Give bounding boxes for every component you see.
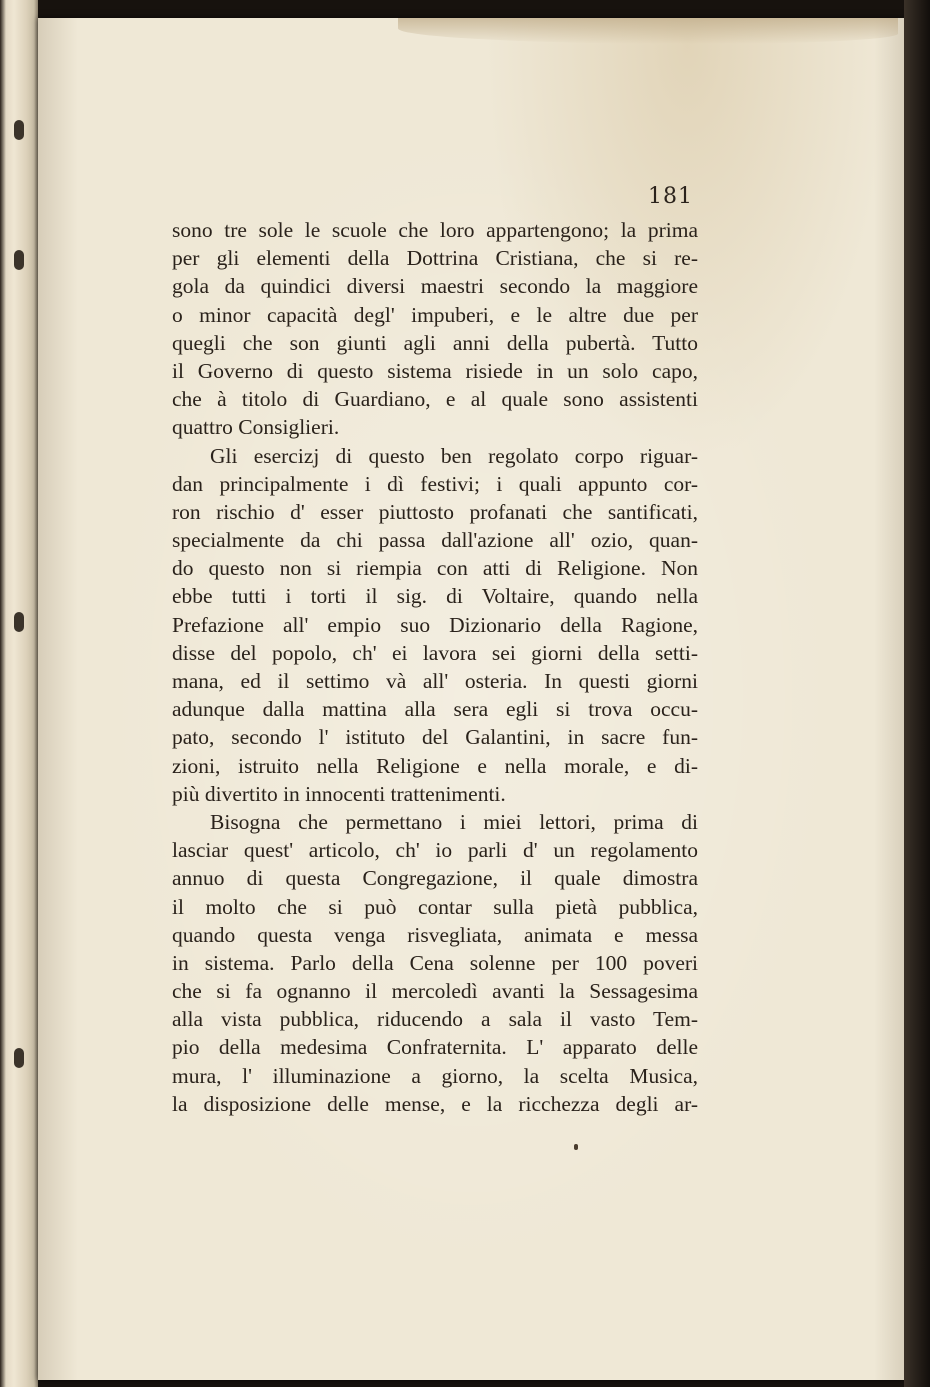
text-line: per gli elementi della Dottrina Cristiana, che si re- (172, 246, 698, 271)
body-text (172, 216, 698, 1118)
text-line: quando questa venga risvegliata, animata e messa (172, 922, 698, 947)
text-line: pio della medesima Confraternita. L' apparato delle (172, 1035, 698, 1060)
text-line: mura, l' illuminazione a giorno, la scelta Musica, (172, 1063, 698, 1088)
text-line: Prefazione all' empio suo Dizionario della Ragione, (172, 612, 698, 637)
text-line: in sistema. Parlo della Cena solenne per 100 poveri (172, 950, 698, 975)
text-line: il Governo di questo sistema risiede in un solo capo, (172, 358, 698, 383)
text-line: Gli esercizj di questo ben regolato corpo riguar- (210, 443, 698, 468)
text-line: che si fa ognanno il mercoledì avanti la Sessagesima (172, 979, 698, 1004)
text-line: il molto che si può contar sulla pietà pubblica, (172, 894, 698, 919)
text-line: la disposizione delle mense, e la ricchezza degli ar- (172, 1091, 698, 1116)
binding-edge (0, 0, 38, 1387)
text-line: che à titolo di Guardiano, e al quale sono assistenti (172, 387, 698, 412)
text-line: mana, ed il settimo và all' osteria. In questi giorni (172, 669, 698, 693)
text-line: più divertito in innocenti trattenimenti. (172, 781, 506, 806)
text-line: lasciar quest' articolo, ch' io parli d' un regolamento (172, 838, 698, 863)
text-line: alla vista pubblica, riducendo a sala il vasto Tem- (172, 1007, 698, 1032)
binding-thread (14, 1048, 24, 1068)
text-line: ebbe tutti i torti il sig. di Voltaire, quando nella (172, 584, 698, 609)
text-line: do questo non si riempia con atti di Religione. Non (172, 556, 698, 581)
text-line: gola da quindici diversi maestri secondo la maggiore (172, 274, 698, 299)
text-line: o minor capacità degl' impuberi, e le altre due per (172, 302, 698, 327)
binding-thread (14, 250, 24, 270)
text-line: disse del popolo, ch' ei lavora sei giorni della setti- (172, 640, 698, 665)
text-line: zioni, istruito nella Religione e nella morale, e di- (172, 753, 698, 778)
binding-thread (14, 612, 24, 632)
binding-thread (14, 120, 24, 140)
book-page (38, 18, 904, 1380)
text-line: quegli che son giunti agli anni della pubertà. Tutto (172, 330, 698, 355)
text-line: sono tre sole le scuole che loro appartengono; la prima (172, 218, 698, 242)
page-number: 181 (648, 184, 693, 209)
text-line: annuo di questa Congregazione, il quale dimostra (172, 866, 698, 891)
text-line: ron rischio d' esser piuttosto profanati che santificati, (172, 499, 698, 524)
text-line: dan principalmente i dì festivi; i quali appunto cor- (172, 471, 698, 496)
text-line: pato, secondo l' istituto del Galantini, in sacre fun- (172, 725, 698, 750)
text-line: Bisogna che permettano i miei lettori, prima di (210, 809, 698, 834)
ink-speck (574, 1144, 578, 1150)
scan-background-edge (904, 0, 930, 1387)
text-line: quattro Consiglieri. (172, 415, 340, 440)
text-line: specialmente da chi passa dall'azione all' ozio, quan- (172, 528, 698, 553)
age-stain (398, 18, 898, 44)
text-line: adunque dalla mattina alla sera egli si trova occu- (172, 697, 698, 722)
